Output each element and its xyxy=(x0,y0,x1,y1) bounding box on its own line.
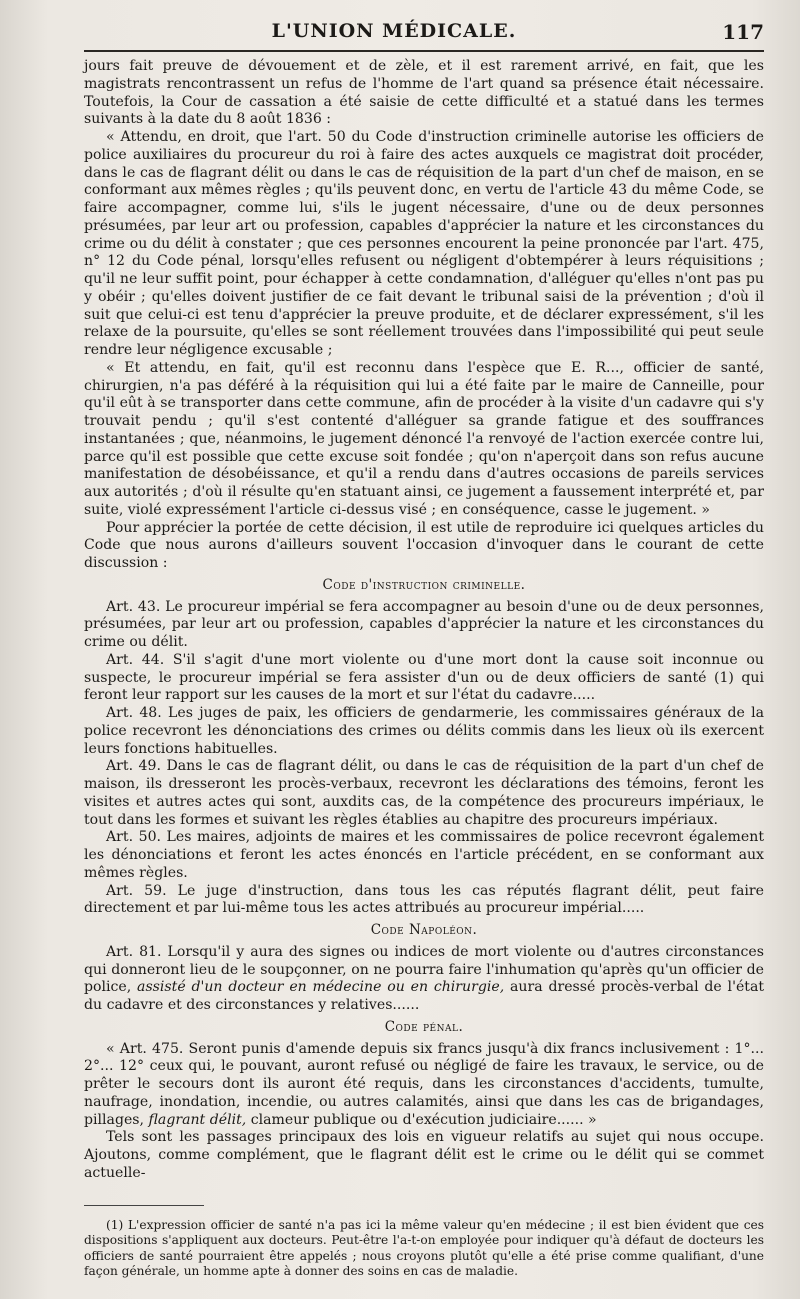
footnote-divider xyxy=(84,1205,204,1206)
section-title-code-instruction: Code d'instruction criminelle. xyxy=(322,576,526,593)
paragraph-intro: jours fait preuve de dévouement et de zèle, et il est rarement arrivé, en fait, que les magistrats rencontrassent un refus de l'homme de l'art quand sa présence était nécessaire. Toutefois, la Cour de cassation a été saisie de cette difficulté et a statué dans les termes suivants à la date du 8 août 1836 : xyxy=(84,58,764,128)
page-number: 117 xyxy=(722,20,764,44)
footnote: (1) L'expression officier de santé n'a pas ici la même valeur qu'en médecine ; il est bien évident que ces dispositions s'appliquent aux docteurs. Peut-être l'a-t-on employée pour indiquer qu'à défaut de docteurs les officiers de santé pourraient être appelés ; nous croyons plutôt qu'elle a été prise comme qualifiant, d'une façon générale, un homme apte à donner des soins en cas de maladie. xyxy=(84,1217,764,1279)
article-59: Art. 59. Le juge d'instruction, dans tous les cas réputés flagrant délit, peut faire directement et par lui-même tous les actes attribués au procureur impérial..... xyxy=(84,882,764,917)
article-475 xyxy=(84,1041,764,1130)
article-81-emphasis: assisté d'un docteur en médecine ou en chirurgie, xyxy=(137,979,505,996)
section-title-code-napoleon: Code Napoléon. xyxy=(370,922,478,938)
article-44: Art. 44. S'il s'agit d'une mort violente ou d'une mort dont la cause soit inconnue ou suspecte, le procureur impérial se fera assister d'un ou de deux officiers de santé (1) qui feront leur rapport sur les causes de la mort et sur l'état du cadavre..... xyxy=(84,651,764,704)
article-49: Art. 49. Dans le cas de flagrant délit, ou dans le cas de réquisition de la part d'un chef de maison, ils dresseront les procès-verbaux, recevront les déclarations des témoins, feront les visites et autres actes qui sont, auxdits cas, de la compétence des procureurs impériaux, le tout dans les formes et suivant les règles établies au chapitre des procureurs impériaux. xyxy=(84,758,764,828)
journal-title: L'UNION MÉDICALE. xyxy=(271,20,517,42)
article-50: Art. 50. Les maires, adjoints de maires et les commissaires de police recevront également les dénonciations et feront les actes énoncés en l'article précédent, en se conformant aux mêmes règles. xyxy=(84,829,764,881)
article-43: Art. 43. Le procureur impérial se fera accompagner au besoin d'une ou de deux personnes, présumées, par leur art ou profession, capables d'apprécier la nature et les circonstances du crime ou délit. xyxy=(84,598,764,650)
article-81-text-a: Art. 81. Lorsqu'il y aura des signes ou indices de mort violente ou d'autres circonstances qui donneront lieu de le soupçonner, on ne pourra faire l'inhumation qu'après qu'un officier de police, xyxy=(84,943,764,996)
article-81 xyxy=(84,944,764,1015)
article-81-text-b: aura dressé procès-verbal de l'état du cadavre et des circonstances y relatives...... xyxy=(84,979,765,1013)
paragraph-attendu-fait: « Et attendu, en fait, qu'il est reconnu dans l'espèce que E. R..., officier de santé, chirurgien, n'a pas déféré à la réquisition qui lui a été faite par le maire de Canneille, pour qu'il eût à se transporter dans cette commune, afin de procéder à la visite d'un cadavre qui s'y trouvait pendu ; qu'il s'est contenté d'alléguer sa grande fatigue et des souffrances instantanées ; que, néanmoins, le jugement dénoncé l'a renvoyé de l'action exercée contre lui, parce qu'il est possible que cette excuse soit fondée ; qu'on n'aperçoit dans son refus aucune manifestation de désobéissance, et qu'il a rendu dans d'autres occasions de pareils services aux autorités ; d'où il résulte qu'en statuant ainsi, ce jugement a faussement interprété et, par suite, violé expressément l'article ci-dessus visé ; en conséquence, casse le jugement. » xyxy=(84,359,764,518)
section-title-code-penal: Code pénal. xyxy=(384,1018,464,1035)
article-475-text-a: « Art. 475. Seront punis d'amende depuis six francs jusqu'à dix francs inclusivement : 1°... 2°... 12° ceux qui, le pouvant, auront refusé ou négligé de faire les travaux, le service, ou de prêter le secours dont ils auront été requis, dans les circonstances d'accidents, tumulte, naufrage, inondation, incendie, ou autres calamités, ainsi que dans les cas de brigandages, pillages, xyxy=(84,1040,764,1128)
paragraph-portee: Pour apprécier la portée de cette décision, il est utile de reproduire ici quelques articles du Code que nous aurons d'ailleurs souvent l'occasion d'invoquer dans le courant de cette discussion : xyxy=(84,519,764,571)
article-475-text-b: clameur publique ou d'exécution judiciaire...... » xyxy=(246,1111,597,1128)
page-header xyxy=(84,16,764,52)
article-475-emphasis: flagrant délit, xyxy=(148,1111,247,1128)
paragraph-closing: Tels sont les passages principaux des lois en vigueur relatifs au sujet qui nous occupe. Ajoutons, comme complément, que le flagrant délit est le crime ou le délit qui se commet actuelle- xyxy=(84,1129,764,1181)
paragraph-attendu-droit: « Attendu, en droit, que l'art. 50 du Code d'instruction criminelle autorise les officiers de police auxiliaires du procureur du roi à faire des actes auxquels ce magistrat doit procéder, dans le cas de flagrant délit ou dans le cas de réquisition de la part d'un chef de maison, en se conformant aux mêmes règles ; qu'ils peuvent donc, en vertu de l'article 43 du même Code, se faire accompagner, comme lui, s'ils le jugent nécessaire, d'une ou de deux personnes présumées, par leur art ou profession, capables d'apprécier la nature et les circonstances du crime ou du délit à constater ; que ces personnes encourent la peine prononcée par l'art. 475, n° 12 du Code pénal, lorsqu'elles refusent ou négligent d'obtempérer à leurs réquisitions ; qu'il ne leur suffit point, pour échapper à cette condamnation, d'alléguer qu'elles n'ont pas pu y obéir ; qu'elles doivent justifier de ce fait devant le tribunal saisi de la prévention ; d'où il suit que celui-ci est tenu d'apprécier la preuve produite, et de déclarer expressément, s'il les relaxe de la poursuite, qu'elles se sont réellement trouvées dans l'impossibilité qui peut seule rendre leur négligence excusable ; xyxy=(84,129,764,358)
article-48: Art. 48. Les juges de paix, les officiers de gendarmerie, les commissaires généraux de la police recevront les dénonciations des crimes ou délits commis dans les lieux où ils exercent leurs fonctions habituelles. xyxy=(84,705,764,757)
body-text xyxy=(84,58,764,1183)
